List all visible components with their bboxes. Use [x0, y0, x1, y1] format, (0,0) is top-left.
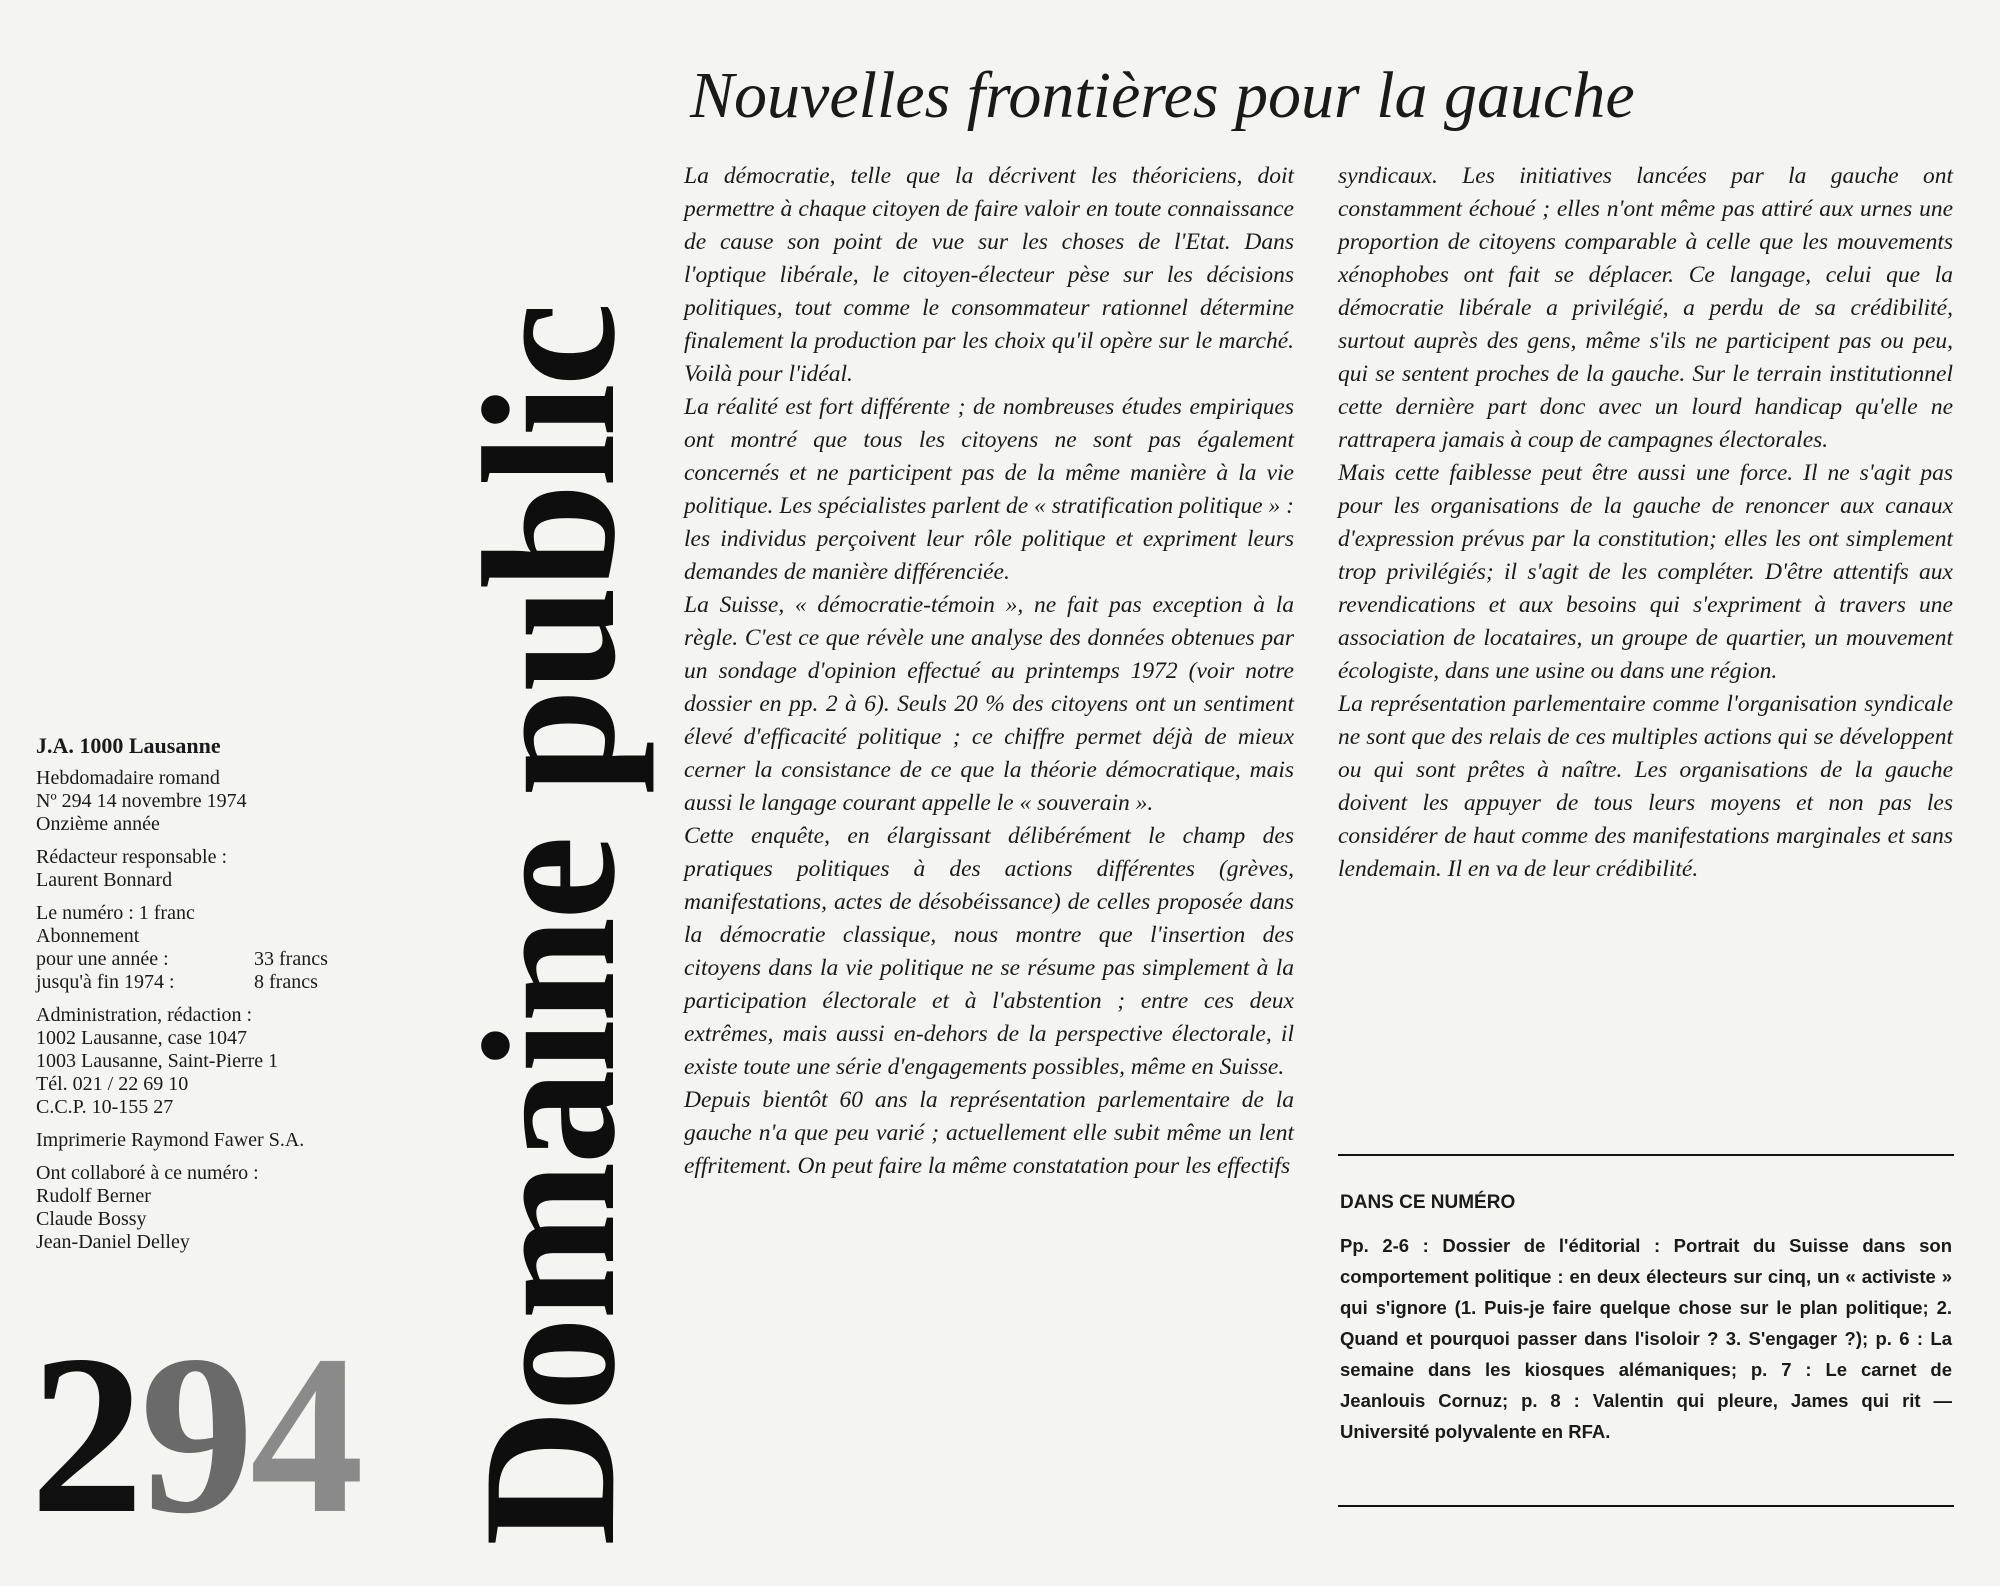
editor-label: Rédacteur responsable : — [36, 846, 228, 868]
publication-type: Hebdomadaire romand — [36, 767, 220, 789]
article-paragraph: La réalité est fort différente ; de nombreuses études empiriques ont montré que tous les citoyens ne sont pas également concernés et ne participent pas de la même manière à la vie politique. Les spécialistes parlent de « stratification politique » : les individus perçoivent leur rôle politique et expriment leurs demandes de manière différenciée. — [684, 394, 1294, 585]
collaborators-label: Ont collaboré à ce numéro : — [36, 1162, 259, 1184]
article-paragraph: Mais cette faiblesse peut être aussi une force. Il ne s'agit pas pour les organisations de la gauche de renoncer aux canaux d'expression prévus par la constitution; elles les ont simplement trop privilégiés; il s'agit de les compléter. D'être attentifs aux revendications et aux besoins qui s'expriment à travers une association de locataires, un groupe de quartier, un mouvement écologiste, dans une usine ou dans une région. — [1338, 460, 1953, 684]
subscription-until-price: 8 francs — [254, 971, 318, 993]
pricing-block — [36, 902, 436, 994]
postal-account: C.C.P. 10-155 27 — [36, 1096, 174, 1118]
publication-year: Onzième année — [36, 813, 160, 835]
contents-bottom-rule — [1338, 1505, 1954, 1507]
phone: Tél. 021 / 22 69 10 — [36, 1073, 189, 1095]
address-case: 1002 Lausanne, case 1047 — [36, 1027, 248, 1049]
issue-digit: 9 — [140, 1309, 250, 1561]
article-column-2 — [1338, 160, 1953, 886]
collaborator: Rudolf Berner — [36, 1185, 151, 1207]
subscription-until — [36, 971, 436, 994]
article-paragraph: La Suisse, « démocratie-témoin », ne fait pas exception à la règle. C'est ce que révèle une analyse des données obtenues par un sondage d'opinion effectué au printemps 1972 (voir notre dossier en pp. 2 à 6). Seuls 20 % des citoyens ont un sentiment élevé d'efficacité politique ; ce chiffre permet déjà de mieux cerner la consistance de ce que la théorie démocratique, mais aussi le langage courant appelle le « souverain ». — [684, 592, 1294, 816]
administration-block — [36, 1004, 436, 1119]
article-paragraph: Depuis bientôt 60 ans la représentation parlementaire de la gauche n'a que peu varié ; actuellement elle subit même un lent effritement. On peut faire la même constatation pour les effectifs — [684, 1087, 1294, 1179]
editor-name: Laurent Bonnard — [36, 869, 173, 891]
article-paragraph: Cette enquête, en élargissant délibérément le champ des pratiques politiques à des actions différentes (grèves, manifestations, actes de désobéissance) de celles proposée dans la démocratie classique, nous montre que l'insertion des citoyens dans la vie politique ne se résume pas simplement à la participation électorale et à l'abstention ; entre ces deux extrêmes, mais aussi en-dehors de la perspective électorale, il existe toute une série d'engagements possibles, même en Suisse. — [684, 823, 1294, 1080]
contents-heading: DANS CE NUMÉRO — [1340, 1192, 1516, 1213]
editor-block — [36, 846, 436, 892]
subscription-year — [36, 948, 436, 971]
article-paragraph: La représentation parlementaire comme l'organisation syndicale ne sont que des relais de ces multiples actions qui se développent ou qui sont prêtes à naître. Les organisations de la gauche doivent les appuyer de tous leurs moyens et non pas les considérer de haut comme des manifestations marginales et sans lendemain. Il en va de leur crédibilité. — [1338, 691, 1953, 882]
mailing-location: J.A. 1000 Lausanne — [36, 733, 221, 758]
address-street: 1003 Lausanne, Saint-Pierre 1 — [36, 1050, 279, 1072]
contents-body: Pp. 2-6 : Dossier de l'éditorial : Portrait du Suisse dans son comportement politique : en deux électeurs sur cinq, un « activiste » qui s'ignore (1. Puis-je faire quelque chose sur le plan politique; 2. Quand et pourquoi passer dans l'isoloir ? 3. S'engager ?); p. 6 : La semaine dans les kiosques alémaniques; p. 7 : Le carnet de Jeanlouis Cornuz; p. 8 : Valentin qui pleure, James qui rit — Université polyvalente en RFA. — [1340, 1235, 1952, 1442]
collaborators-block — [36, 1162, 436, 1254]
subscription-year-label: pour une année : — [36, 948, 169, 970]
article-paragraph: syndicaux. Les initiatives lancées par la gauche ont constamment échoué ; elles n'ont même pas attiré aux urnes une proportion de citoyens comparable à celle que les mouvements xénophobes ont fait se déplacer. Ce langage, celui que la démocratie libérale a privilégié, a perdu de sa crédibilité, surtout auprès des gens, même s'ils ne participent pas ou peu, qui se sentent proches de la gauche. Sur le terrain institutionnel cette dernière part donc avec un lourd handicap qu'elle ne rattrapera jamais à coup de campagnes électorales. — [1338, 163, 1953, 453]
issue-date: Nº 294 14 novembre 1974 — [36, 790, 247, 812]
article-paragraph: La démocratie, telle que la décrivent les théoriciens, doit permettre à chaque citoyen de faire valoir en toute connaissance de cause son point de vue sur les choses de l'Etat. Dans l'optique libérale, le citoyen-électeur pèse sur les décisions politiques, tout comme le consommateur rationnel détermine finalement la production par les choix qu'il opère sur le marché. Voilà pour l'idéal. — [684, 163, 1294, 387]
publication-info — [36, 734, 436, 1264]
article-headline: Nouvelles frontières pour la gauche — [690, 59, 1635, 132]
subscription-year-price: 33 francs — [254, 948, 328, 970]
contents-top-rule — [1338, 1154, 1954, 1156]
subscription-until-label: jusqu'à fin 1974 : — [36, 971, 175, 993]
administration-label: Administration, rédaction : — [36, 1004, 253, 1026]
issue-number — [30, 1309, 360, 1561]
collaborator: Jean-Daniel Delley — [36, 1231, 190, 1253]
printer: Imprimerie Raymond Fawer S.A. — [36, 1129, 305, 1151]
article-column-1 — [684, 160, 1294, 1183]
subscription-label: Abonnement — [36, 925, 140, 947]
issue-digit: 2 — [30, 1309, 140, 1561]
collaborator: Claude Bossy — [36, 1208, 147, 1230]
single-price: Le numéro : 1 franc — [36, 902, 195, 924]
masthead-title: Domaine public — [445, 305, 655, 1546]
publication-details — [36, 767, 436, 836]
issue-digit: 4 — [250, 1309, 360, 1561]
